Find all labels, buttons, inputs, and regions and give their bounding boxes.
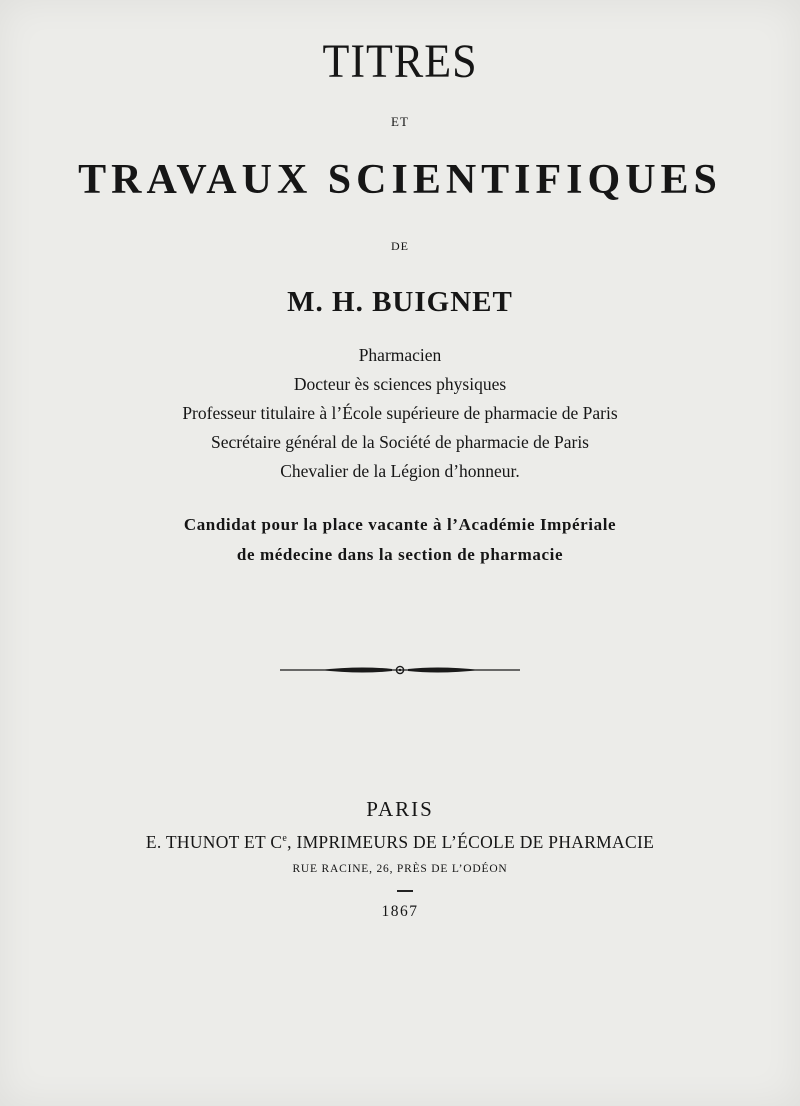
ornamental-divider-icon <box>280 660 520 680</box>
publication-year: 1867 <box>381 903 419 920</box>
title-conjunction: ET <box>391 114 409 129</box>
qualification-line: Professeur titulaire à l’École supérieure de pharmacie de Paris <box>182 403 618 423</box>
title-preposition: DE <box>391 239 409 253</box>
candidacy-line: de médecine dans la section de pharmacie <box>236 545 564 564</box>
short-rule <box>397 890 413 892</box>
printer-superscript: e <box>282 833 288 845</box>
imprint-city: PARIS <box>366 797 434 821</box>
author-name: M. H. BUIGNET <box>287 286 513 318</box>
qualification-line: Secrétaire général de la Société de pharmacie de Paris <box>210 432 589 452</box>
printer-description: , IMPRIMEURS DE L’ÉCOLE DE PHARMACIE <box>287 832 655 852</box>
author-qualifications <box>0 341 800 486</box>
qualification-line: Pharmacien <box>358 345 442 365</box>
title-line-2: TRAVAUX SCIENTIFIQUES <box>78 157 722 203</box>
qualification-line: Docteur ès sciences physiques <box>293 374 507 394</box>
imprint-address: RUE RACINE, 26, PRÈS DE L’ODÉON <box>292 863 508 875</box>
candidacy-line: Candidat pour la place vacante à l’Académie Impériale <box>183 515 617 534</box>
candidacy-statement <box>0 510 800 570</box>
imprint-printer <box>0 832 800 853</box>
qualification-line: Chevalier de la Légion d’honneur. <box>280 461 520 481</box>
printer-name: E. THUNOT ET C <box>145 832 283 852</box>
title-line-1: TITRES <box>322 35 478 88</box>
